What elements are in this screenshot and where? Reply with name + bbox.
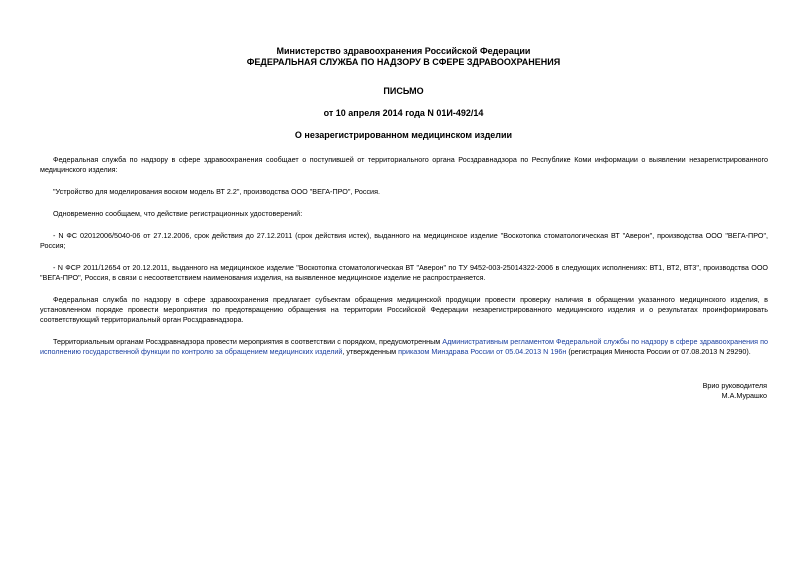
regulation-link[interactable]: Административным регламентом Федеральной службы по надзору в сфере здравоохранения по исполнению государственной функции по контролю за обращением медицинских изделий xyxy=(40,337,768,356)
instructions-text-end: (регистрация Минюста России от 07.08.2013 N 29290). xyxy=(566,347,751,356)
document-date-number: от 10 апреля 2014 года N 01И-492/14 xyxy=(323,108,484,118)
order-link[interactable]: приказом Минздрава России от 05.04.2013 N 196н xyxy=(398,347,567,356)
document-subject: О незарегистрированном медицинском изделии xyxy=(294,130,513,140)
document-header xyxy=(0,46,807,141)
paragraph-proposal: Федеральная служба по надзору в сфере здравоохранения предлагает субъектам обращения медицинской продукции провести проверку наличия в обращении указанного медицинского изделия, в установленном порядке провести мероприятия по предотвращению обращения на территории Российской Федерации незарегистрированного медицинского изделия и о результатах проинформировать соответствующий территориальный орган Росздравнадзора. xyxy=(40,295,768,324)
signature-name: М.А.Мурашко xyxy=(721,391,767,400)
paragraph-intro: Федеральная служба по надзору в сфере здравоохранения сообщает о поступившей от территориального органа Росздравнадзора по Республике Коми информации о выявлении незарегистрированного медицинского изделия: xyxy=(40,155,768,174)
signature-block xyxy=(703,381,767,401)
document-body xyxy=(40,155,768,369)
paragraph-certificate-1: - N ФС 02012006/5040-06 от 27.12.2006, срок действия до 27.12.2011 (срок действия истек), выданного на медицинское изделие "Воскотопка стоматологическая ВТ "Аверон", производства ООО "ВЕГА-ПРО", Россия; xyxy=(40,231,768,250)
ministry-name: Министерство здравоохранения Российской Федерации xyxy=(276,46,531,56)
document-type: ПИСЬМО xyxy=(383,86,424,96)
instructions-text-mid: , утвержденным xyxy=(342,347,399,356)
paragraph-certificate-2: - N ФСР 2011/12654 от 20.12.2011, выданного на медицинское изделие "Воскотопка стоматологическая ВТ "Аверон" по ТУ 9452-003-25014322-2006 в следующих исполнениях: ВТ1, ВТ2, ВТ3", производства ООО "ВЕГА-ПРО", Россия, в связи с несоответствием наименования изделия, на выявленное медицинское изделие не распространяется. xyxy=(40,263,768,282)
signature-title: Врио руководителя xyxy=(702,381,767,390)
service-name: ФЕДЕРАЛЬНАЯ СЛУЖБА ПО НАДЗОРУ В СФЕРЕ ЗДРАВООХРАНЕНИЯ xyxy=(246,57,561,67)
instructions-text-start: Территориальным органам Росздравнадзора провести мероприятия в соответствии с порядком, предусмотренным xyxy=(53,337,443,346)
paragraph-instructions xyxy=(40,337,768,357)
paragraph-certificates-intro: Одновременно сообщаем, что действие регистрационных удостоверений: xyxy=(53,209,303,218)
paragraph-device: "Устройство для моделирования воском модель ВТ 2.2", производства ООО "ВЕГА-ПРО", Россия. xyxy=(53,187,380,196)
